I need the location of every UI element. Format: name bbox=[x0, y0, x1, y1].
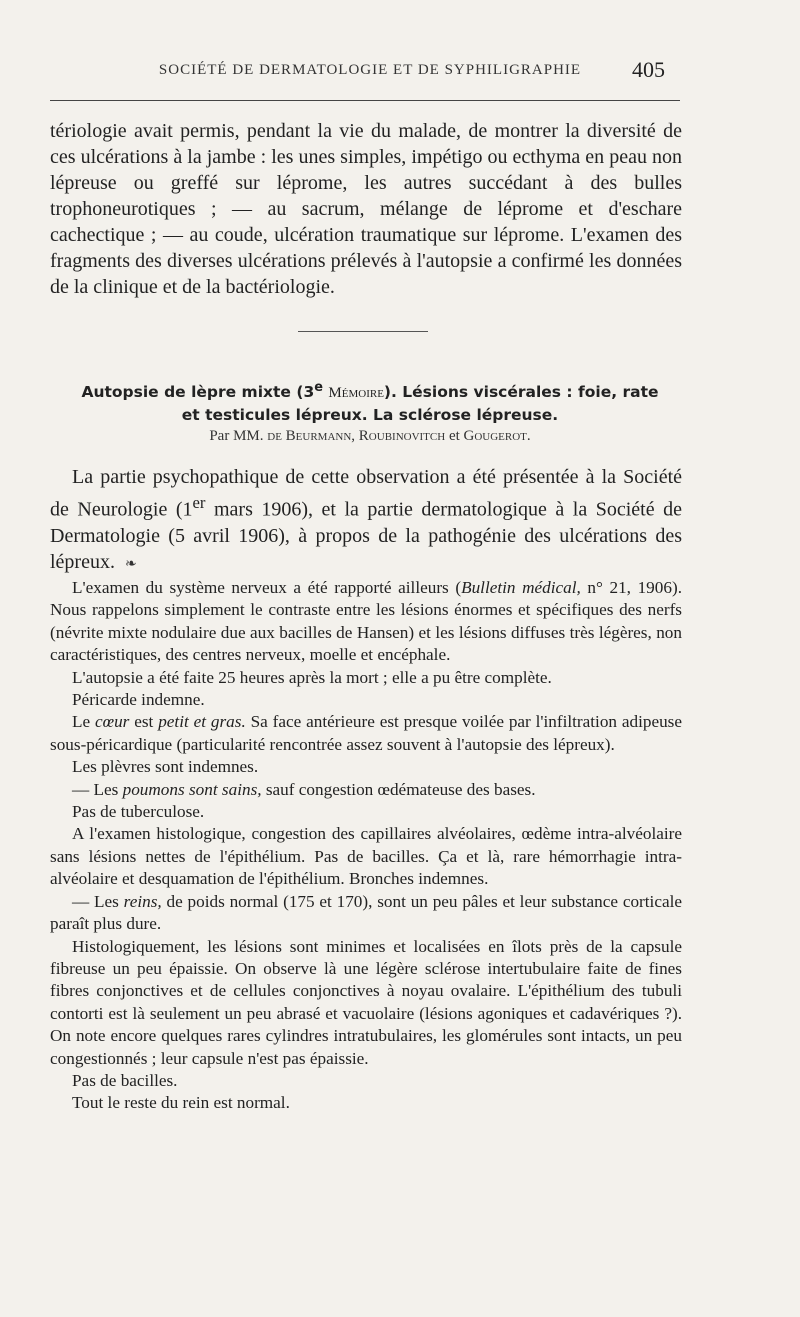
paragraph-kidneys: — Les reins, de poids normal (175 et 170), sont un peu pâles et leur substance corticale paraît plus dure. bbox=[50, 891, 682, 934]
paragraph-kidney-normal: Tout le reste du rein est normal. bbox=[72, 1093, 290, 1113]
title-num: 3 bbox=[303, 383, 315, 402]
title-part-a: Autopsie de lèpre mixte ( bbox=[81, 383, 304, 402]
author-gougerot: Gougerot. bbox=[463, 428, 531, 444]
continuation-paragraph: tériologie avait permis, pendant la vie du malade, de montrer la diversité de ces ulcérations à la jambe : les unes simples, impétigo ou ecthyma en peau non lépreuse ou greffé sur léprome, les autres succédant à des bulles trophoneurotiques ; — au sacrum, mélange de léprome et d'eschare cachectique ; — au coude, ulcération traumatique sur léprome. L'examen des fragments des diverses ulcérations prélevés à l'autopsie a confirmé les données de la clinique et de la bactériologie. bbox=[50, 120, 682, 298]
author-de: de bbox=[267, 428, 282, 444]
paragraph-heart: Le cœur est petit et gras. Sa face antérieure est presque voilée par l'infiltration adipeuse sous-péricardique (particularité rencontrée assez souvent à l'autopsie des lépreux). bbox=[50, 712, 682, 754]
continuation-paragraph-block bbox=[50, 118, 682, 300]
title-sup: e bbox=[314, 380, 323, 395]
article-authors bbox=[70, 428, 670, 445]
paragraph-nervous-system: L'examen du système nerveux a été rapporté ailleurs (Bulletin médical, n° 21, 1906). Nous rappelons simplement le contraste entre les lésions énormes et spécifiques des nerfs (névrite mixte nodulaire due aux bacilles de Hansen) et les lésions diffuses très légères, non caractéristiques, des centres nerveux, moelle et encéphale. bbox=[50, 578, 682, 665]
printer-mark-icon: ❧ bbox=[124, 556, 137, 572]
paragraph-kidney-histology: Histologiquement, les lésions sont minimes et localisées en îlots près de la capsule fibreuse un peu épaissie. On observe là une légère sclérose intertubulaire faite de fines fibres conjonctives et de cellules conjonctives à noyau ovalaire. L'épithélium des tubuli contorti est là seulement un peu abrasé et vacuolaire (lésions agoniques et cadavériques ?). On note encore quelques rares cylindres intratubulaires, les glomérules sont intacts, un peu congestionnés ; leur capsule n'est pas épaissie. bbox=[50, 936, 682, 1068]
paragraph-tuberculosis: Pas de tuberculose. bbox=[72, 802, 205, 822]
author-roubinovitch: Roubinovitch bbox=[358, 428, 446, 444]
intro-paragraph bbox=[50, 464, 682, 578]
intro-block bbox=[50, 464, 682, 578]
running-head: SOCIÉTÉ DE DERMATOLOGIE ET DE SYPHILIGRAPHIE bbox=[158, 62, 582, 78]
paragraph-lung-histology: A l'examen histologique, congestion des capillaires alvéolaires, œdème intra-alvéolaire sans lésions nettes de l'épithélium. Pas de bacilles. Ça et là, rare hémorrhagie intra-alvéolaire et desquamation de l'épithélium. Bronches indemnes. bbox=[50, 824, 682, 889]
authors-prefix: Par MM. bbox=[209, 428, 264, 444]
article-title bbox=[70, 377, 670, 426]
intro-sup: er bbox=[192, 493, 206, 512]
intro-text-a: La partie psychopathique de cette observation a été présentée à la Société de Neurologie (1 bbox=[50, 466, 682, 521]
paragraph-lungs: — Les poumons sont sains, sauf congestion œdémateuse des bases. bbox=[72, 779, 536, 799]
title-part-b: ). Lésions viscérales : foie, rate et testicules lépreux. La sclérose lépreuse. bbox=[181, 383, 659, 425]
body-text bbox=[50, 577, 682, 1115]
section-divider bbox=[298, 331, 428, 332]
paragraph-autopsy: L'autopsie a été faite 25 heures après la mort ; elle a pu être complète. bbox=[72, 667, 552, 687]
page-number: 405 bbox=[632, 57, 665, 82]
author-beurmann: Beurmann, bbox=[285, 428, 356, 444]
header-rule bbox=[50, 100, 680, 101]
paragraph-pleura: Les plèvres sont indemnes. bbox=[72, 757, 259, 777]
paragraph-bacilli: Pas de bacilles. bbox=[72, 1070, 178, 1090]
title-memoire: Mémoire bbox=[328, 385, 384, 402]
authors-et: et bbox=[448, 428, 460, 444]
intro-text-b: mars 1906), et la partie dermatologique à la Société de Dermatologie (5 avril 1906), à propos de la pathogénie des ulcérations des lépreux. bbox=[50, 498, 682, 573]
paragraph-pericardium: Péricarde indemne. bbox=[72, 690, 205, 710]
